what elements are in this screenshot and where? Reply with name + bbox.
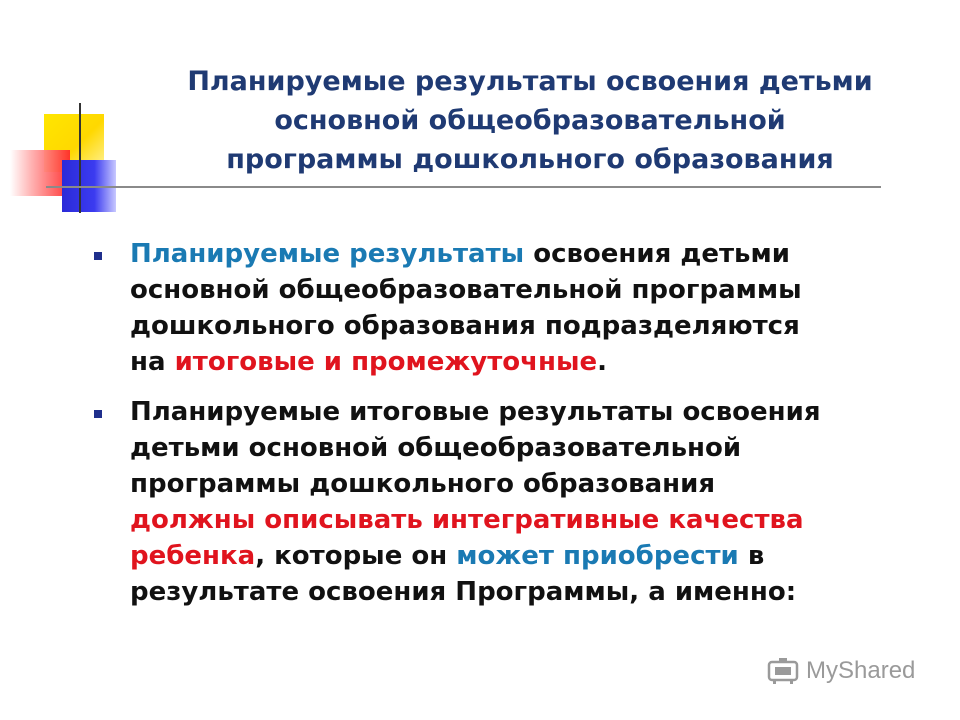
bullet-item-2	[90, 394, 910, 610]
bullet2-line-5	[130, 538, 910, 574]
slide-title	[150, 62, 910, 179]
text-run: в	[738, 541, 765, 571]
bullet2-line-2: детьми основной общеобразовательной	[130, 433, 742, 463]
highlight-child: ребенка	[130, 541, 256, 571]
highlight-final-intermediate: итоговые и промежуточные	[174, 347, 598, 377]
bullet1-line-2: основной общеобразовательной программы	[130, 275, 802, 305]
title-line-2: основной общеобразовательной	[274, 105, 786, 136]
highlight-planned-results: Планируемые результаты	[130, 239, 525, 269]
square-bullet-icon	[94, 410, 102, 418]
bullet2-line-1: Планируемые итоговые результаты освоения	[130, 397, 821, 427]
text-run: .	[597, 347, 608, 377]
bullet1-line-3: дошкольного образования подразделяются	[130, 311, 800, 341]
title-line-3: программы дошкольного образования	[226, 144, 834, 175]
horizontal-rule	[46, 186, 881, 188]
watermark-text: MyShared	[806, 657, 916, 684]
red-square	[10, 150, 70, 196]
square-bullet-icon	[94, 252, 102, 260]
vertical-line	[79, 103, 81, 213]
myshared-logo-icon	[766, 656, 800, 686]
bullet1-line-4	[130, 344, 910, 380]
bullet1-line-1	[130, 236, 910, 272]
bullet2-line-4: должны описывать интегративные качества	[130, 505, 804, 535]
title-line-1: Планируемые результаты освоения детьми	[187, 66, 873, 97]
text-run: , которые он	[255, 541, 457, 571]
bullet-list	[90, 236, 910, 624]
bullet-item-1	[90, 236, 910, 380]
text-run: освоения детьми	[524, 239, 790, 269]
highlight-may-acquire: может приобрести	[456, 541, 739, 571]
watermark	[766, 656, 915, 686]
text-run: на	[130, 347, 175, 377]
bullet2-line-3: программы дошкольного образования	[130, 469, 716, 499]
bullet2-line-6: результате освоения Программы, а именно:	[130, 577, 797, 607]
